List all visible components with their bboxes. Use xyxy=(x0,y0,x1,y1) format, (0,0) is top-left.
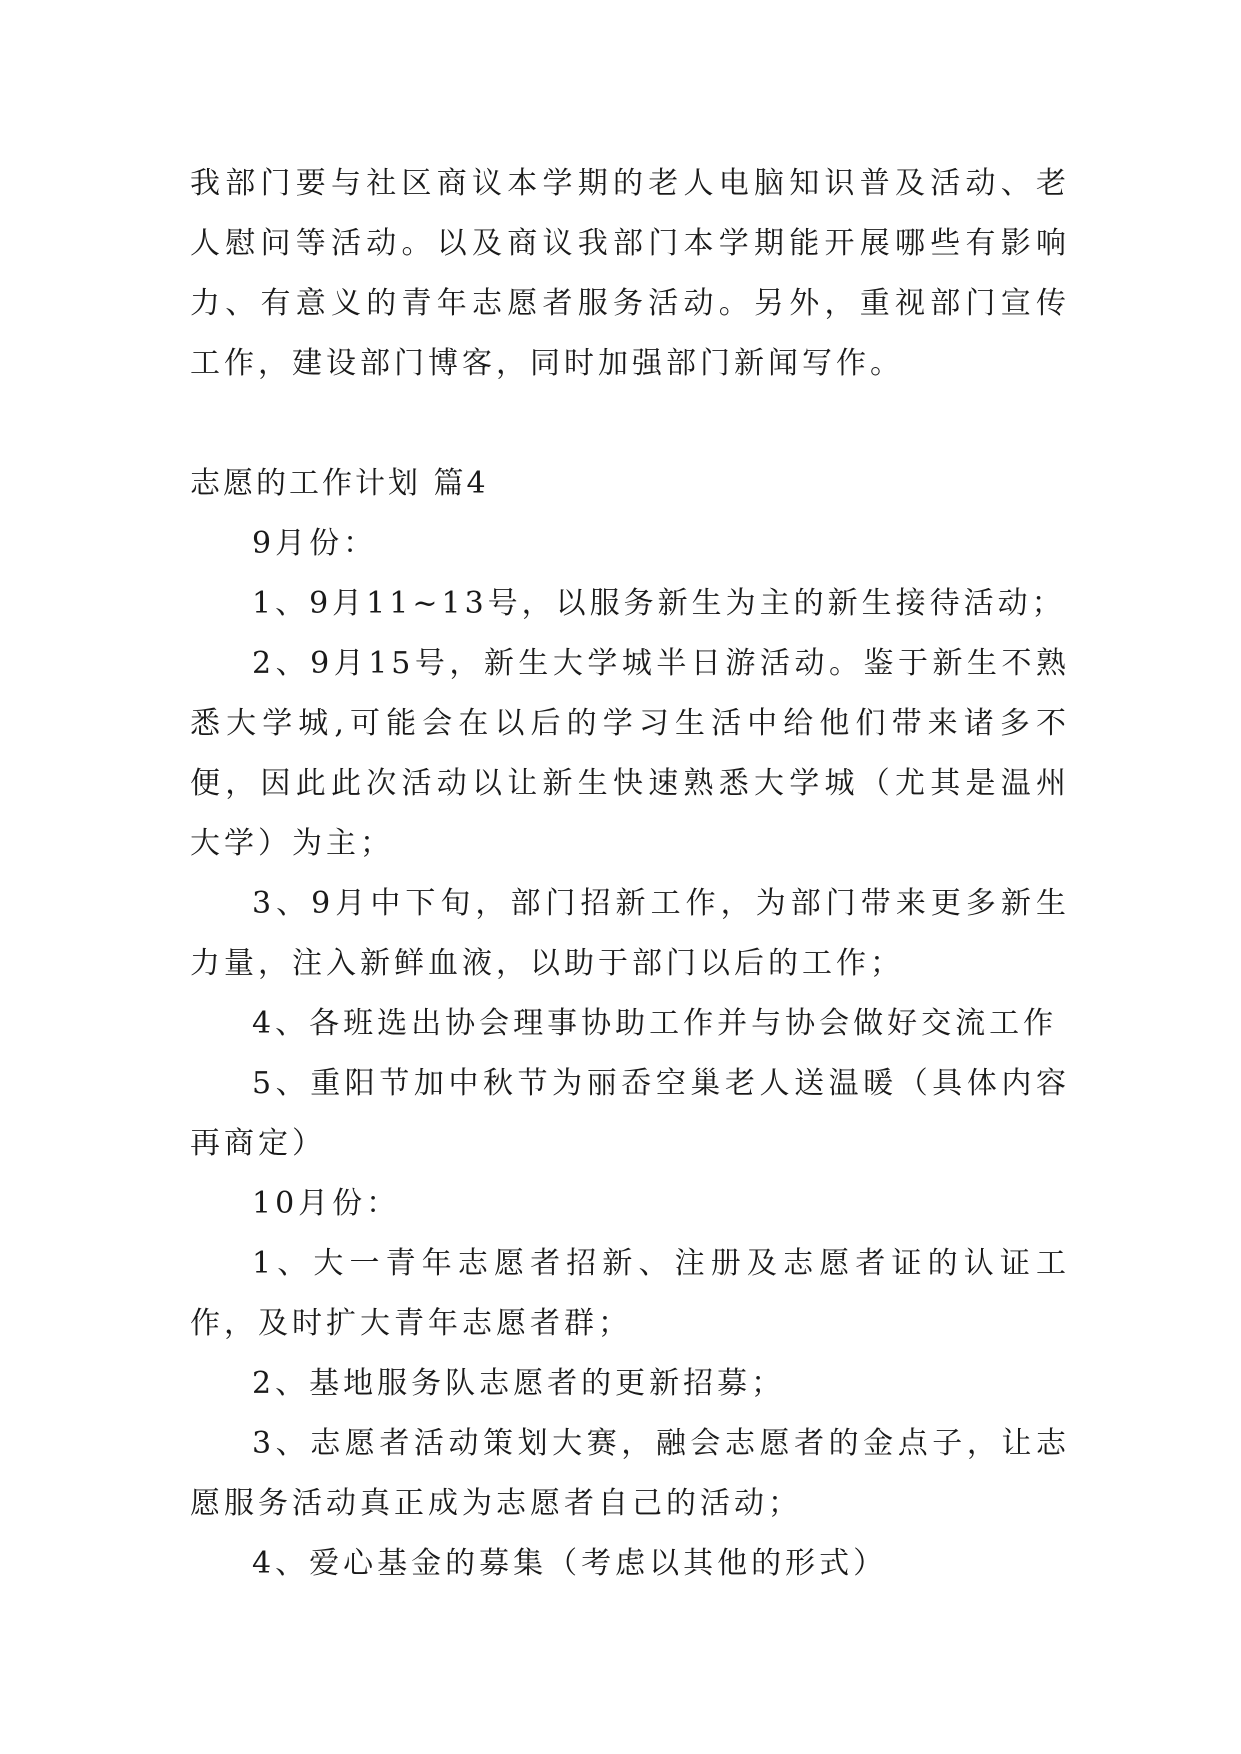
october-item-1: 1、大一青年志愿者招新、注册及志愿者证的认证工作，及时扩大青年志愿者群； xyxy=(190,1246,1070,1341)
september-item-5: 5、重阳节加中秋节为丽岙空巢老人送温暖（具体内容再商定） xyxy=(190,1066,1070,1161)
document-page xyxy=(190,154,1070,1594)
september-label: 9月份： xyxy=(252,526,378,561)
october-item-3: 3、志愿者活动策划大赛，融会志愿者的金点子，让志愿服务活动真正成为志愿者自己的活动； xyxy=(190,1426,1070,1521)
intro-paragraph: 我部门要与社区商议本学期的老人电脑知识普及活动、老人慰问等活动。以及商议我部门本学期能开展哪些有影响力、有意义的青年志愿者服务活动。另外，重视部门宣传工作，建设部门博客，同时加强部门新闻写作。 xyxy=(190,166,1070,381)
september-item-4: 4、各班选出协会理事协助工作并与协会做好交流工作 xyxy=(252,1006,1058,1041)
section-title: 志愿的工作计划 篇4 xyxy=(190,466,489,501)
october-item-2: 2、基地服务队志愿者的更新招募； xyxy=(252,1366,786,1401)
september-item-2: 2、9月15号，新生大学城半日游活动。鉴于新生不熟悉大学城,可能会在以后的学习生活中给他们带来诸多不便，因此此次活动以让新生快速熟悉大学城（尤其是温州大学）为主； xyxy=(190,646,1070,861)
september-item-3: 3、9月中下旬，部门招新工作，为部门带来更多新生力量，注入新鲜血液，以助于部门以后的工作； xyxy=(190,886,1070,981)
september-item-1: 1、9月11~13号，以服务新生为主的新生接待活动； xyxy=(252,586,1066,621)
october-label: 10月份： xyxy=(252,1186,401,1221)
october-item-4: 4、爱心基金的募集（考虑以其他的形式） xyxy=(252,1546,888,1581)
